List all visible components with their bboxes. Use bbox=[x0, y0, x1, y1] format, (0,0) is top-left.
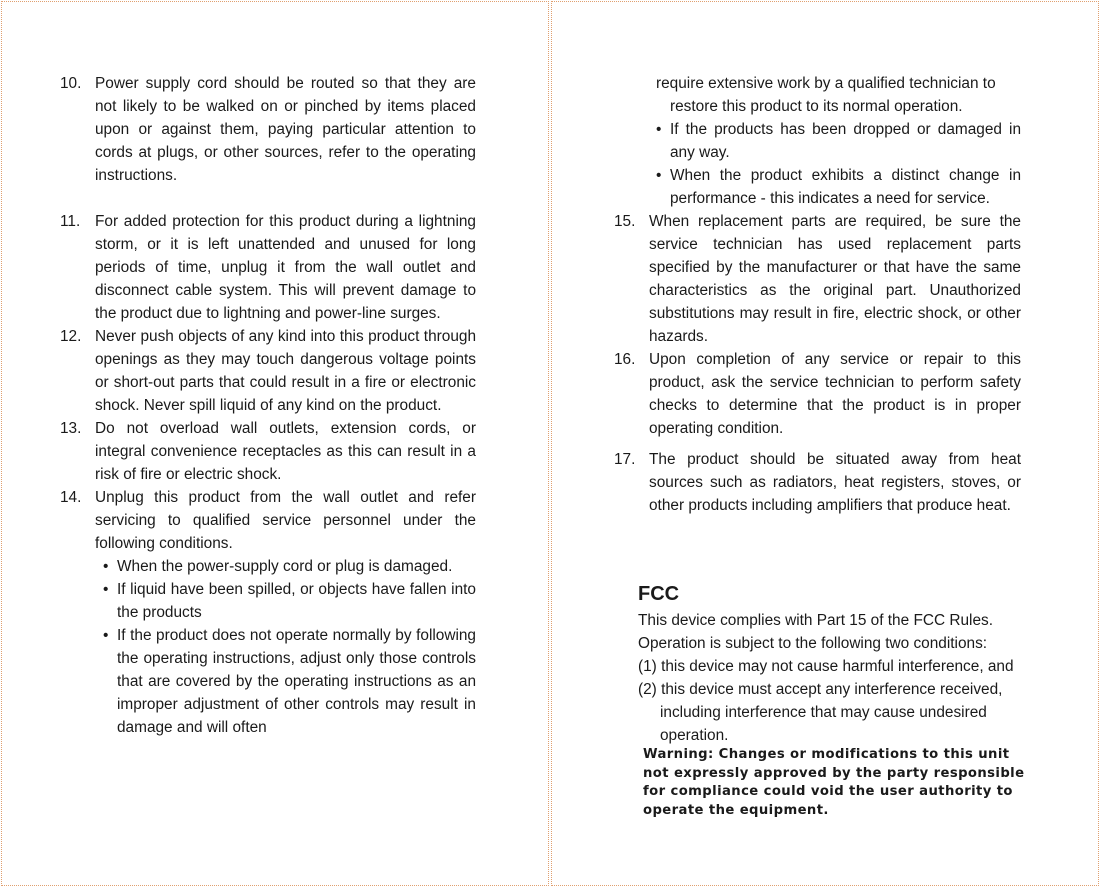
bullet-icon: • bbox=[103, 581, 109, 598]
instruction-item-16 bbox=[614, 348, 1021, 440]
item-number: 14. bbox=[60, 489, 82, 506]
instruction-item-12 bbox=[60, 325, 476, 417]
bullet-icon: • bbox=[656, 167, 662, 184]
instruction-item-17 bbox=[614, 448, 1021, 517]
fcc-title: FCC bbox=[638, 583, 680, 605]
item-number: 11. bbox=[60, 213, 81, 230]
instruction-item-11 bbox=[60, 210, 476, 325]
right-column bbox=[614, 72, 1021, 517]
instruction-item-13 bbox=[60, 417, 476, 486]
item-number: 10. bbox=[60, 75, 82, 92]
fcc-warning: Warning: Changes or modifications to this unit not expressly approved by the party responsible for compliance could void the user authority to operate the equipment. bbox=[643, 747, 1025, 818]
list-item: • If the products has been dropped or damaged in any way. bbox=[614, 118, 1021, 164]
fcc-line: (2) this device must accept any interference received, bbox=[638, 681, 1003, 698]
instruction-item-15 bbox=[614, 210, 1021, 348]
condition-list bbox=[95, 555, 476, 739]
continuation-text: restore this product to its normal operation. bbox=[670, 98, 963, 115]
item-text: When replacement parts are required, be sure the service technician has used replacement parts specified by the manufacturer or that have the same characteristics as the original part. Unauthorized substitutions may result in fire, electric shock, or other hazards. bbox=[649, 213, 1021, 345]
item-number: 15. bbox=[614, 213, 636, 230]
list-item: • If liquid have been spilled, or objects have fallen into the products bbox=[95, 578, 476, 624]
item-text: For added protection for this product during a lightning storm, or it is left unattended and unused for long periods of time, unplug it from the wall outlet and disconnect cable system. This will prevent damage to the product due to lightning and power-line surges. bbox=[95, 213, 476, 322]
item-number: 13. bbox=[60, 420, 82, 437]
fcc-line: (1) this device may not cause harmful interference, and bbox=[638, 658, 1014, 675]
instruction-item-14 bbox=[60, 486, 476, 739]
fcc-line: Operation is subject to the following two conditions: bbox=[638, 635, 988, 652]
fcc-body bbox=[638, 609, 1038, 747]
item-text: Upon completion of any service or repair to this product, ask the service technician to perform safety checks to determine that the product is in proper operating condition. bbox=[649, 351, 1021, 437]
instruction-item-10 bbox=[60, 72, 476, 187]
list-item: • If the product does not operate normally by following the operating instructions, adjust only those controls that are covered by the operating instructions as an improper adjustment of other controls may result in damage and will often bbox=[95, 624, 476, 739]
item-text: Unplug this product from the wall outlet and refer servicing to qualified service personnel under the following conditions. bbox=[95, 489, 476, 552]
condition-list bbox=[614, 118, 1021, 210]
item-number: 16. bbox=[614, 351, 636, 368]
left-column bbox=[60, 72, 476, 739]
item-text: The product should be situated away from heat sources such as radiators, heat registers, stoves, or other products including amplifiers that produce heat. bbox=[649, 451, 1021, 514]
bullet-icon: • bbox=[103, 558, 109, 575]
continuation-text: require extensive work by a qualified technician to bbox=[656, 75, 996, 92]
item-14-continuation bbox=[614, 72, 1021, 118]
item-text: Never push objects of any kind into this product through openings as they may touch dangerous voltage points or short-out parts that could result in a fire or electronic shock. Never spill liquid of any kind on the product. bbox=[95, 328, 476, 414]
list-item: • When the power-supply cord or plug is damaged. bbox=[95, 555, 476, 578]
fcc-line: including interference that may cause undesired bbox=[660, 704, 987, 721]
bullet-icon: • bbox=[103, 627, 109, 644]
fcc-section bbox=[638, 582, 1038, 820]
item-text: Do not overload wall outlets, extension cords, or integral convenience receptacles as this can result in a risk of fire or electric shock. bbox=[95, 420, 476, 483]
fcc-line: operation. bbox=[660, 727, 729, 744]
item-number: 17. bbox=[614, 451, 636, 468]
list-item: • When the product exhibits a distinct change in performance - this indicates a need for service. bbox=[614, 164, 1021, 210]
bullet-icon: • bbox=[656, 121, 662, 138]
fcc-line: This device complies with Part 15 of the FCC Rules. bbox=[638, 612, 993, 629]
item-number: 12. bbox=[60, 328, 82, 345]
item-text: Power supply cord should be routed so that they are not likely to be walked on or pinched by items placed upon or against them, paying particular attention to cords at plugs, or other sources, refer to the operating instructions. bbox=[95, 75, 476, 184]
